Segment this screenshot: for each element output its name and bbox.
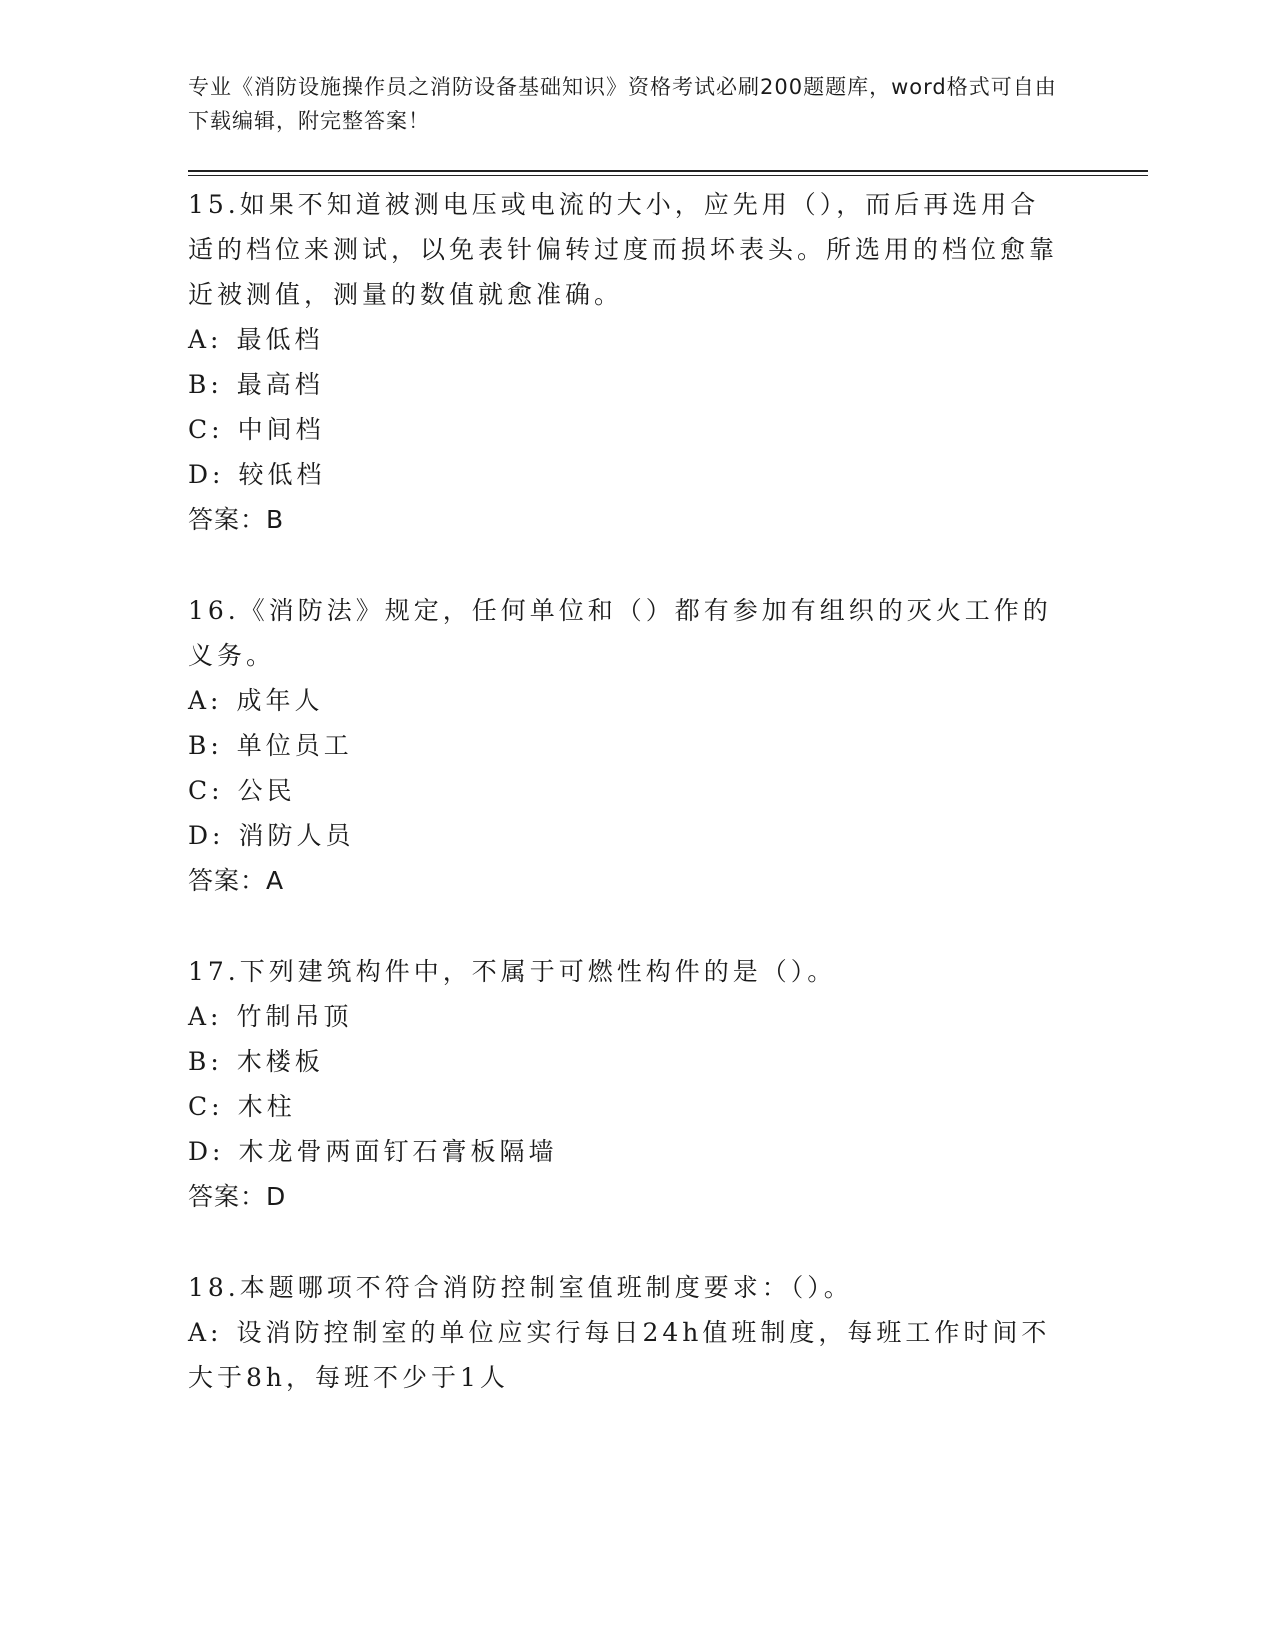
option-a [188, 1310, 1068, 1400]
question-17 [188, 949, 1068, 1219]
question-18 [188, 1265, 1068, 1400]
question-stem: 15.如果不知道被测电压或电流的大小，应先用（），而后再选用合适的档位来测试，以免表针偏转过度而损坏表头。所选用的档位愈靠近被测值，测量的数值就愈准确。 [188, 190, 1059, 309]
option-text: 竹制吊顶 [236, 1002, 353, 1031]
option-key: B: [188, 1047, 223, 1076]
option-a [188, 317, 1068, 362]
option-key: D: [188, 821, 225, 850]
option-text: 单位员工 [236, 731, 353, 760]
question-stem: 18.本题哪项不符合消防控制室值班制度要求：（）。 [188, 1273, 853, 1302]
option-key: A: [188, 325, 223, 354]
option-text: 较低档 [238, 460, 326, 489]
option-c [188, 768, 1068, 813]
option-key: C: [188, 776, 224, 805]
option-text: 消防人员 [238, 821, 355, 850]
option-text: 木柱 [237, 1092, 296, 1121]
option-key: D: [188, 1137, 225, 1166]
option-d [188, 1129, 1068, 1174]
option-text: 木楼板 [236, 1047, 324, 1076]
question-list [188, 182, 1068, 1400]
option-c [188, 1084, 1068, 1129]
option-key: D: [188, 460, 225, 489]
option-key: C: [188, 415, 224, 444]
question-stem: 16.《消防法》规定，任何单位和（）都有参加有组织的灭火工作的义务。 [188, 596, 1052, 670]
option-b [188, 362, 1068, 407]
option-b [188, 1039, 1068, 1084]
question-16 [188, 588, 1068, 903]
option-d [188, 452, 1068, 497]
option-key: A: [188, 1318, 223, 1347]
option-text: 公民 [237, 776, 296, 805]
option-text: 最高档 [236, 370, 324, 399]
option-b [188, 723, 1068, 768]
option-text: 最低档 [236, 325, 324, 354]
option-text: 中间档 [237, 415, 325, 444]
document-page [188, 70, 1148, 1446]
option-key: B: [188, 370, 223, 399]
option-a [188, 994, 1068, 1039]
option-d [188, 813, 1068, 858]
option-c [188, 407, 1068, 452]
option-key: A: [188, 686, 223, 715]
option-key: B: [188, 731, 223, 760]
document-header: 专业《消防设施操作员之消防设备基础知识》资格考试必刷200题题库，word格式可自由下载编辑，附完整答案！ [188, 75, 1057, 133]
answer-line: 答案：A [188, 866, 285, 895]
answer-line: 答案：D [188, 1182, 287, 1211]
option-text: 成年人 [236, 686, 324, 715]
question-15 [188, 182, 1068, 542]
header-divider [188, 170, 1148, 176]
option-key: A: [188, 1002, 223, 1031]
option-a [188, 678, 1068, 723]
option-text: 木龙骨两面钉石膏板隔墙 [238, 1137, 558, 1166]
question-stem: 17.下列建筑构件中，不属于可燃性构件的是（）。 [188, 957, 837, 986]
option-text: 设消防控制室的单位应实行每日24h值班制度，每班工作时间不大于8h，每班不少于1人 [188, 1318, 1051, 1392]
option-key: C: [188, 1092, 224, 1121]
answer-line: 答案：B [188, 505, 285, 534]
